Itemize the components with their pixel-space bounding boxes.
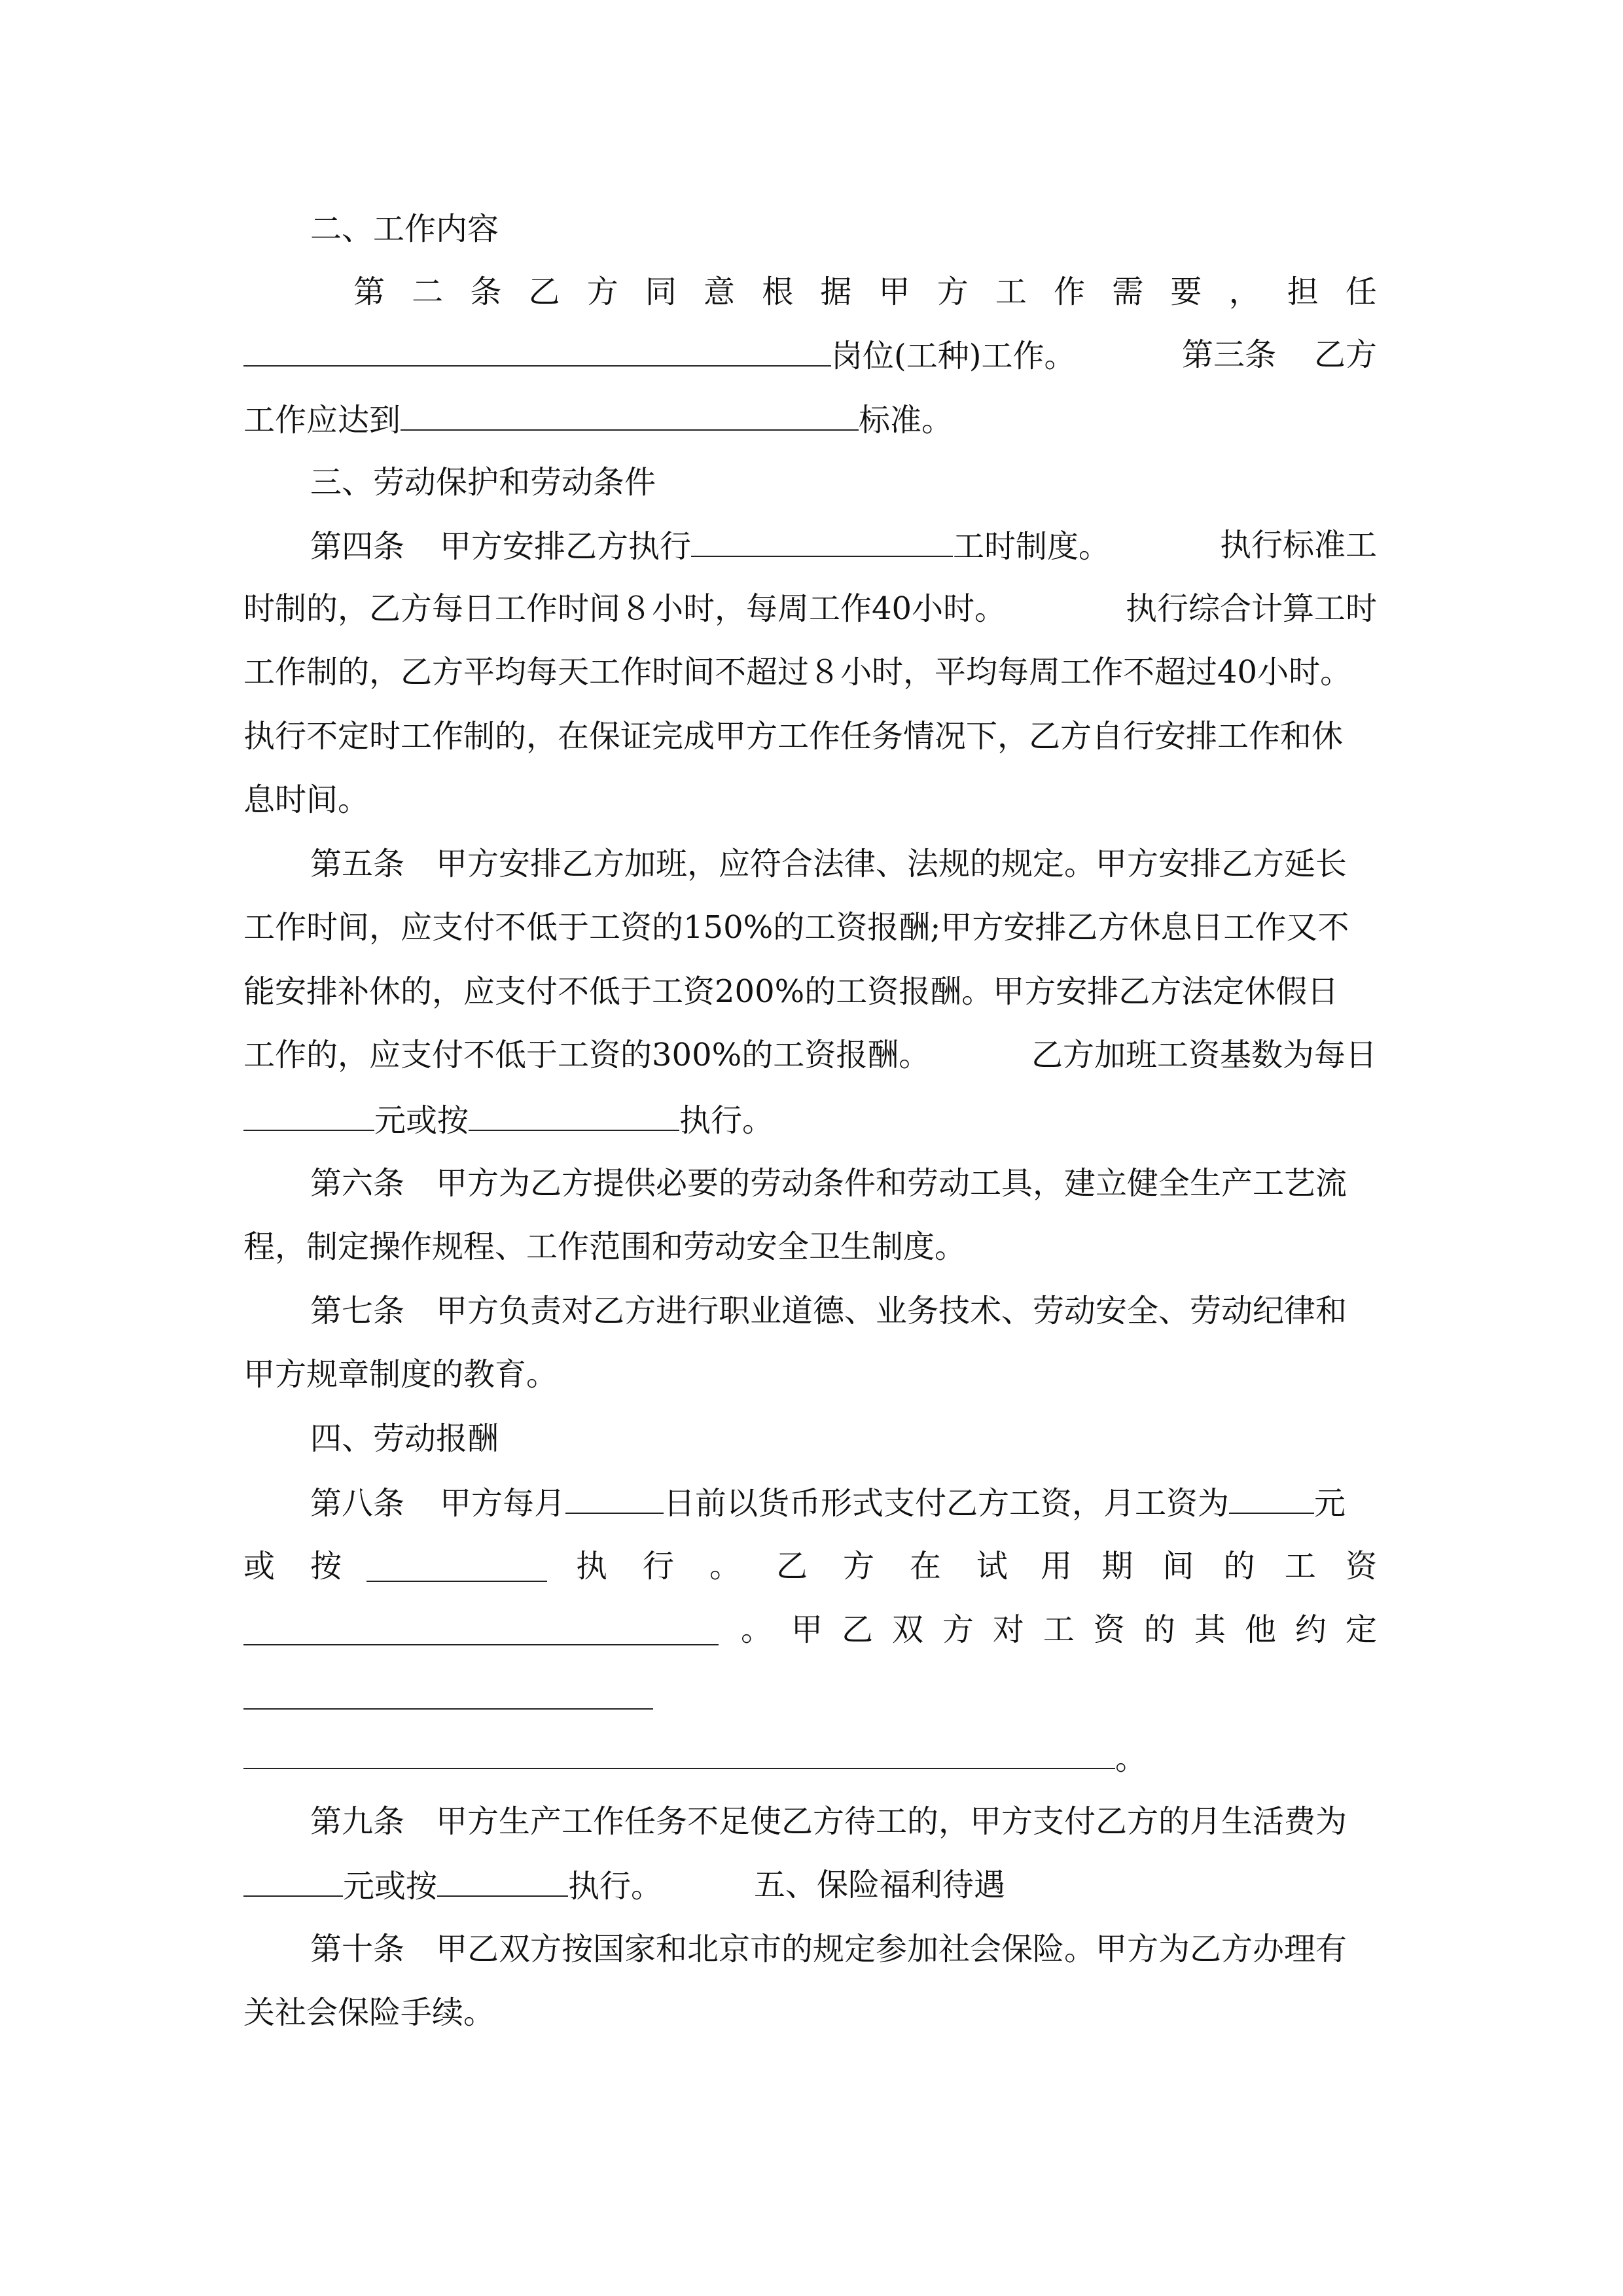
- work-hours-blank[interactable]: [691, 526, 953, 557]
- article-4-l2b: 执行综合计算工时: [1125, 590, 1377, 627]
- article-5-line-1: 第五条 甲方安排乙方加班，应符合法律、法规的规定。甲方安排乙方延长: [310, 846, 1347, 882]
- article-7-line-2: 甲方规章制度的教育。: [243, 1356, 558, 1393]
- article-7-line-1: 第七条 甲方负责对乙方进行职业道德、业务技术、劳动安全、劳动纪律和: [310, 1293, 1347, 1329]
- article-5-line-3: 能安排补休的，应支付不低于工资200%的工资报酬。甲方安排乙方法定休假日: [243, 973, 1339, 1010]
- spaced-char: 执: [576, 1548, 608, 1585]
- spaced-char: 乙: [528, 274, 560, 310]
- spaced-char: 担: [1287, 274, 1319, 310]
- standard-blank[interactable]: [401, 399, 859, 431]
- spaced-char: 乙: [776, 1548, 808, 1585]
- spaced-char: 方: [586, 274, 618, 310]
- article-8-b: 日前以货币形式支付乙方工资，月工资为: [664, 1485, 1230, 1522]
- article-4-line-5: 息时间。: [243, 781, 370, 818]
- article-3-label: 第三条: [1182, 336, 1277, 373]
- spaced-char: 工: [995, 274, 1027, 310]
- spaced-char: 对: [992, 1611, 1024, 1648]
- spaced-char: 或: [243, 1548, 276, 1585]
- spaced-char: 条: [470, 274, 502, 310]
- spaced-char: 甲: [791, 1611, 823, 1648]
- spaced-char: 同: [645, 274, 677, 310]
- spaced-char: 按: [310, 1548, 342, 1585]
- spaced-char: 资: [1345, 1548, 1377, 1585]
- spaced-char: 要: [1170, 274, 1202, 310]
- spaced-char: 行: [642, 1548, 674, 1585]
- article-9-l2a: 元或按: [343, 1868, 438, 1905]
- other-agreement-blank-2[interactable]: [243, 1738, 1115, 1769]
- article-8-l2-group-2: [576, 1547, 1008, 1586]
- spaced-char: 其: [1194, 1611, 1226, 1648]
- article-4-line-4: 执行不定时工作制的，在保证完成甲方工作任务情况下，乙方自行安排工作和休: [243, 718, 1344, 755]
- article-4-line-3: 工作制的，乙方平均每天工作时间不超过８小时，平均每周工作不超过40小时。: [243, 654, 1352, 691]
- article-5-l5b: 执行。: [679, 1102, 774, 1139]
- article-9-line-1: 第九条 甲方生产工作任务不足使乙方待工的，甲方支付乙方的月生活费为: [310, 1803, 1347, 1840]
- article-2-line-2: [243, 335, 1377, 376]
- article-4-line-1: [310, 526, 1377, 566]
- monthly-salary-blank[interactable]: [1229, 1482, 1314, 1514]
- living-allowance-method-blank[interactable]: [437, 1865, 568, 1897]
- article-10-line-1: 第十条 甲乙双方按国家和北京市的规定参加社会保险。甲方为乙方办理有: [310, 1931, 1347, 1967]
- spaced-char: 意: [704, 274, 736, 310]
- spaced-char: 资: [1093, 1611, 1125, 1648]
- article-8-l3-chars: [741, 1610, 1377, 1649]
- living-allowance-blank[interactable]: [243, 1865, 343, 1897]
- spaced-char: 甲: [878, 274, 910, 310]
- section-4-title: 四、劳动报酬: [310, 1420, 499, 1457]
- section-2-title: 二、工作内容: [310, 211, 499, 247]
- article-3-line-2: [243, 399, 1377, 440]
- spaced-char: 间: [1162, 1548, 1194, 1585]
- spaced-char: ，: [1228, 274, 1260, 310]
- article-8-c: 元: [1314, 1485, 1346, 1522]
- spaced-char: 方: [936, 274, 969, 310]
- spaced-char: 据: [820, 274, 852, 310]
- article-9-l2b: 执行。: [568, 1868, 663, 1905]
- spaced-char: 的: [1143, 1611, 1175, 1648]
- spaced-char: 需: [1112, 274, 1144, 310]
- overtime-method-blank[interactable]: [469, 1100, 679, 1131]
- article-8-label: 第八条: [310, 1485, 405, 1522]
- article-9-line-2: [243, 1865, 1377, 1906]
- spaced-char: 约: [1294, 1611, 1327, 1648]
- pay-day-blank[interactable]: [565, 1482, 664, 1514]
- salary-method-blank[interactable]: [366, 1551, 547, 1582]
- spaced-char: 用: [1041, 1548, 1073, 1585]
- article-8-l2-group-1: [243, 1547, 342, 1586]
- article-8-line-5: [243, 1738, 1377, 1778]
- spaced-char: 作: [1054, 274, 1086, 310]
- article-4-l2a: 时制的，乙方每日工作时间８小时，每周工作40小时。: [243, 590, 1007, 627]
- spaced-char: 方: [842, 1548, 874, 1585]
- article-8-line-1: [310, 1482, 1377, 1523]
- spaced-char: 在: [909, 1548, 941, 1585]
- article-4-pre: 甲方安排乙方执行: [440, 528, 692, 565]
- article-5-line-2: 工作时间，应支付不低于工资的150%的工资报酬;甲方安排乙方休息日工作又不: [243, 909, 1349, 946]
- probation-salary-blank[interactable]: [243, 1614, 719, 1645]
- position-blank[interactable]: [243, 335, 831, 367]
- article-3-pre: 工作应达到: [243, 402, 401, 439]
- article-10-line-2: 关社会保险手续。: [243, 1994, 495, 2031]
- article-5-line-5: [243, 1100, 1377, 1140]
- spaced-char: 根: [762, 274, 794, 310]
- article-2-post: 岗位(工种)工作。: [831, 338, 1076, 374]
- other-agreement-blank-1[interactable]: [243, 1708, 653, 1710]
- spaced-char: 乙: [841, 1611, 873, 1648]
- article-8-end: 。: [1115, 1740, 1147, 1777]
- spaced-char: 。: [709, 1548, 741, 1585]
- article-5-line-4: [243, 1035, 1377, 1075]
- section-3-title: 三、劳动保护和劳动条件: [310, 464, 656, 501]
- article-4-label: 第四条: [310, 528, 405, 565]
- article-8-a: 甲方每月: [440, 1485, 566, 1522]
- spaced-char: 定: [1345, 1611, 1377, 1648]
- spaced-char: 工: [1284, 1548, 1316, 1585]
- article-6-line-2: 程，制定操作规程、工作范围和劳动安全卫生制度。: [243, 1229, 967, 1265]
- spaced-char: 任: [1345, 274, 1377, 310]
- overtime-base-blank[interactable]: [243, 1100, 374, 1131]
- article-5-l4a: 工作的，应支付不低于工资的300%的工资报酬。: [243, 1037, 931, 1073]
- article-8-l2-group-3: [1041, 1547, 1377, 1586]
- section-5-title: 五、保险福利待遇: [754, 1867, 1006, 1903]
- spaced-char: 二: [412, 274, 444, 310]
- article-6-line-1: 第六条 甲方为乙方提供必要的劳动条件和劳动工具，建立健全生产工艺流: [310, 1165, 1347, 1202]
- spaced-char: 第: [353, 274, 385, 310]
- spaced-char: 方: [942, 1611, 974, 1648]
- spaced-char: 的: [1223, 1548, 1255, 1585]
- spaced-char: 工: [1043, 1611, 1075, 1648]
- article-3-post: 标准。: [859, 402, 954, 439]
- article-4-tail: 执行标准工: [1219, 527, 1377, 564]
- article-5-l4b: 乙方加班工资基数为每日: [1031, 1037, 1377, 1073]
- spaced-char: 期: [1101, 1548, 1133, 1585]
- article-3-tail: 乙方: [1313, 336, 1377, 373]
- spaced-char: 他: [1244, 1611, 1276, 1648]
- article-2-line-1: [353, 272, 1377, 312]
- spaced-char: 双: [891, 1611, 923, 1648]
- article-5-l5a: 元或按: [374, 1102, 469, 1139]
- spaced-char: 试: [976, 1548, 1008, 1585]
- spaced-char: 。: [741, 1611, 773, 1648]
- article-4-post: 工时制度。: [953, 528, 1111, 565]
- article-4-line-2: [243, 589, 1377, 628]
